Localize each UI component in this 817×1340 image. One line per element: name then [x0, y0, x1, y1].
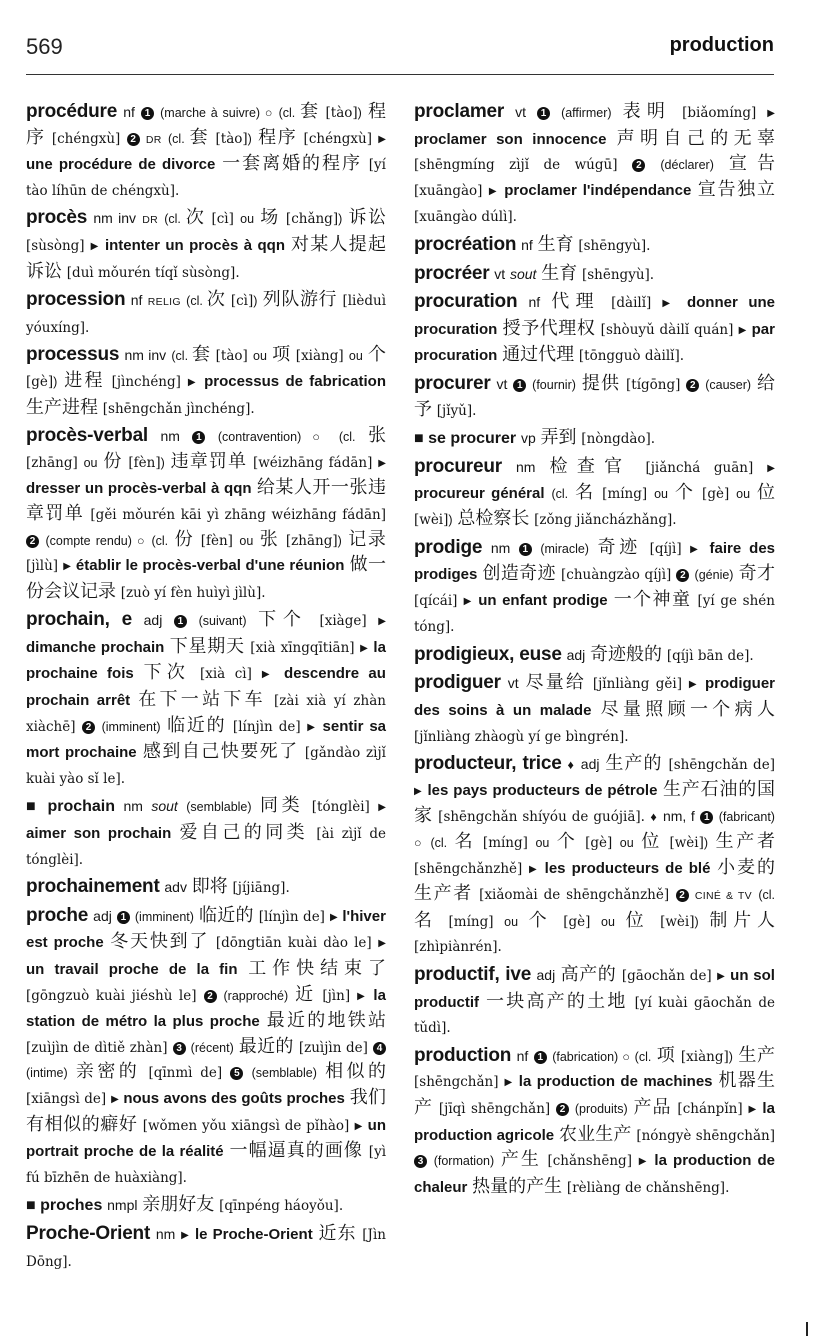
entry-body: nm inv DR (cl. 次 [cì] ou 场 [chǎng]) 诉讼 [sùsòng] ▶ intenter un procès à qqn 对某人提起诉讼 [duì mǒurén tíqǐ sùsòng].: [26, 207, 387, 282]
entry-body: adv 即将 [jíjiāng].: [164, 876, 290, 898]
sense-number-icon: 2: [676, 889, 689, 902]
entry-body: nm sout (semblable) 同类 [tónglèi] ▶ aimer son prochain 爱自己的同类 [ài zìjǐ de tónglèi].: [26, 795, 386, 868]
entry-headword: procréer: [414, 262, 490, 284]
sense-number-icon: 2: [676, 569, 689, 582]
entry-body: nm ▶ le Proche-Orient 近东 [Jìn Dōng].: [26, 1222, 386, 1270]
entry: [26, 1222, 386, 1274]
entry: [414, 290, 775, 369]
entry: [414, 455, 775, 533]
sense-number-icon: 4: [373, 1042, 386, 1055]
entry-headword: procès: [26, 207, 88, 229]
entry: [414, 262, 775, 288]
entry-body: nm inv (cl. 套 [tào] ou 项 [xiàng] ou 个 [gè]) 进程 [jìnchéng] ▶ processus de fabrication 生产进程 [shēngchǎn jìnchéng].: [26, 344, 386, 418]
sense-number-icon: 2: [204, 990, 217, 1003]
entry: [26, 100, 386, 203]
entry-body: vt 1 (fournir) 提供 [tígōng] 2 (causer) 给予 [jǐyǔ].: [414, 372, 775, 420]
sense-number-icon: 3: [173, 1042, 186, 1055]
entry-headword: proche: [26, 904, 89, 926]
entry-headword: procurer: [414, 372, 491, 394]
left-column: [26, 100, 386, 1277]
entry-headword: Proche-Orient: [26, 1222, 151, 1244]
entry-body: vt 1 (affirmer) 表明 [biǎomíng] ▶ proclamer son innocence 声明自己的无辜 [shēngmíng zìjǐ de wúgū] 2 (déclarer) 宣告 [xuāngào] ▶ proclamer l'indépendance 宣告独立 [xuāngào dúlì].: [414, 101, 776, 226]
entry: [414, 426, 775, 452]
entry-headword: ■ prochain: [26, 798, 115, 816]
page-number: 569: [26, 34, 63, 59]
page-header: [26, 30, 774, 75]
sense-number-icon: 1: [513, 379, 526, 392]
entry: [26, 875, 386, 901]
entry-headword: ■ se procurer: [414, 430, 517, 448]
entry: [26, 904, 386, 1191]
entry-headword: prochain, e: [26, 609, 133, 631]
entry: [414, 963, 775, 1041]
entry-body: nm 1 (contravention) ○ (cl. 张 [zhāng] ou 份 [fèn]) 违章罚单 [wéizhāng fádān] ▶ dresser un procès-verbal à qqn 给某人开一张违章罚单 [gěi mǒurén kāi yì zhāng wéizhāng fádān] 2 (compte rendu) ○ (cl. 份 [fèn] ou 张 [zhāng]) 记录 [jìlù] ▶ établir le procès-verbal d'une réunion 做一份会议记录 [zuò yí fèn huìyì jìlù].: [26, 425, 387, 602]
sense-number-icon: 2: [26, 535, 39, 548]
entry-body: adj 1 (suivant) 下个 [xiàge] ▶ dimanche prochain 下星期天 [xià xīngqītiān] ▶ la prochaine fois 下次 [xià cì] ▶ descendre au prochain arrêt 在下一站下车 [zài xià yí zhàn xiàchē] 2 (imminent) 临近的 [línjìn de] ▶ sentir sa mort prochaine 感到自己快要死了 [gǎndào zìjǐ kuài yào sǐ le].: [26, 609, 387, 787]
entry-headword: procédure: [26, 101, 118, 122]
sense-number-icon: 1: [534, 1051, 547, 1064]
entry: [26, 424, 386, 605]
sense-number-icon: 2: [632, 159, 645, 172]
entry-headword: procréation: [414, 233, 517, 255]
entry-body: vt sout 生育 [shēngyù].: [494, 262, 655, 284]
sense-number-icon: 5: [230, 1067, 243, 1080]
entry-body: nf 1 (fabrication) ○ (cl. 项 [xiàng]) 生产 [shēngchǎn] ▶ la production de machines 机器生产 [jīqì shēngchǎn] 2 (produits) 产品 [chánpǐn] ▶ la production agricole 农业生产 [nóngyè shēngchǎn] 3 (formation) 产生 [chǎnshēng] ▶ la production de chaleur 热量的产生 [rèliàng de chǎnshēng].: [414, 1044, 776, 1197]
entry-headword: procession: [26, 289, 126, 311]
entry-headword: prodigieux, euse: [414, 643, 562, 665]
entry: [26, 1193, 386, 1219]
entry: [26, 288, 386, 340]
sense-number-icon: 2: [127, 133, 140, 146]
entry-headword: procureur: [414, 455, 502, 477]
entry-headword: processus: [26, 344, 120, 366]
entry-headword: prochainement: [26, 876, 160, 898]
entry: [26, 343, 386, 421]
sense-number-icon: 1: [537, 107, 550, 120]
entry-body: vt 尽量给 [jǐnliàng gěi] ▶ prodiguer des soins à un malade 尽量照顾一个病人 [jǐnliàng zhàogù yí ge bìngrén].: [414, 672, 776, 745]
entry-body: ♦ adj 生产的 [shēngchǎn de] ▶ les pays producteurs de pétrole 生产石油的国家 [shēngchǎn shíyóu de guójiā]. ♦ nm, f 1 (fabricant) ○ (cl. 名 [míng] ou 个 [gè] ou 位 [wèi]) 生产者 [shēngchǎnzhě] ▶ les producteurs de blé 小麦的生产者 [xiǎomài de shēngchǎnzhě] 2 CINÉ & TV (cl. 名 [míng] ou 个 [gè] ou 位 [wèi]) 制片人 [zhìpiànrén].: [414, 753, 776, 956]
sense-number-icon: 1: [117, 911, 130, 924]
sense-number-icon: 1: [700, 811, 713, 824]
running-head: production: [669, 34, 774, 56]
entry: [26, 206, 386, 285]
entry-body: adj 高产的 [gāochǎn de] ▶ un sol productif 一块高产的土地 [yí kuài gāochǎn de tǔdì].: [414, 964, 776, 1037]
entry: [414, 536, 775, 640]
entry-body: nf 代理 [dàilǐ] ▶ donner une procuration 授予代理权 [shòuyǔ dàilǐ quán] ▶ par procuration 通过代理 [tōngguò dàilǐ].: [414, 291, 775, 366]
entry: [414, 372, 775, 423]
entry: [414, 671, 775, 749]
entry-body: nf RELIG (cl. 次 [cì]) 列队游行 [lièduì yóuxíng].: [26, 289, 387, 336]
entry: [26, 608, 386, 791]
entry-headword: prodige: [414, 536, 483, 558]
entry: [414, 752, 775, 960]
entry: [26, 794, 386, 872]
entry-headword: proclamer: [414, 101, 505, 122]
margin-mark: [806, 1322, 808, 1336]
entry: [414, 233, 775, 259]
entry-headword: producteur, trice: [414, 753, 562, 775]
entry: [414, 1044, 775, 1201]
entry-headword: productif, ive: [414, 964, 532, 985]
entry-body: nf 1 (marche à suivre) ○ (cl. 套 [tào]) 程序 [chéngxù] 2 DR (cl. 套 [tào]) 程序 [chéngxù] ▶ une procédure de divorce 一套离婚的程序 [yí tào líhūn de chéngxù].: [26, 101, 386, 199]
entry-headword: procuration: [414, 291, 518, 313]
entry-body: adj 奇迹般的 [qíjì bān de].: [566, 643, 754, 665]
sense-number-icon: 1: [519, 543, 532, 556]
entry-body: adj 1 (imminent) 临近的 [línjìn de] ▶ l'hiver est proche 冬天快到了 [dōngtiān kuài dào le] ▶ un travail proche de la fin 工作快结束了 [gōngzuò kuài jiéshù le] 2 (rapproché) 近 [jìn] ▶ la station de métro la plus proche 最近的地铁站 [zuìjìn de dìtiě zhàn] 3 (récent) 最近的 [zuìjìn de] 4 (intime) 亲密的 [qīnmì de] 5 (semblable) 相似的 [xiāngsì de] ▶ nous avons des goûts proches 我们有相似的癖好 [wǒmen yǒu xiāngsì de pǐhào] ▶ un portrait proche de la réalité 一幅逼真的画像 [yì fú bīzhēn de huàxiàng].: [26, 904, 387, 1186]
sense-number-icon: 1: [174, 615, 187, 628]
entry-headword: ■ proches: [26, 1197, 103, 1215]
sense-number-icon: 3: [414, 1155, 427, 1168]
entry-body: vp 弄到 [nòngdào].: [520, 427, 656, 449]
entry: [414, 643, 775, 669]
entry-body: nm 检查官 [jiǎnchá guān] ▶ procureur général (cl. 名 [míng] ou 个 [gè] ou 位 [wèi]) 总检察长 [zǒng jiǎncházhǎng].: [414, 455, 775, 529]
entry-body: nmpl 亲朋好友 [qīnpéng háoyǒu].: [107, 1194, 344, 1216]
entry-body: nm 1 (miracle) 奇迹 [qíjì] ▶ faire des prodiges 创造奇迹 [chuàngzào qíjì] 2 (génie) 奇才 [qícái] ▶ un enfant prodige 一个神童 [yí ge shén tóng].: [414, 536, 776, 636]
sense-number-icon: 1: [192, 431, 205, 444]
entry-body: nf 生育 [shēngyù].: [521, 233, 651, 255]
right-column: [414, 100, 775, 1203]
entry: [414, 100, 775, 230]
entry-headword: prodiguer: [414, 672, 501, 694]
sense-number-icon: 2: [556, 1103, 569, 1116]
sense-number-icon: 2: [686, 379, 699, 392]
entry-headword: procès-verbal: [26, 425, 149, 447]
entry-headword: production: [414, 1044, 512, 1066]
sense-number-icon: 2: [82, 721, 95, 734]
sense-number-icon: 1: [141, 107, 154, 120]
